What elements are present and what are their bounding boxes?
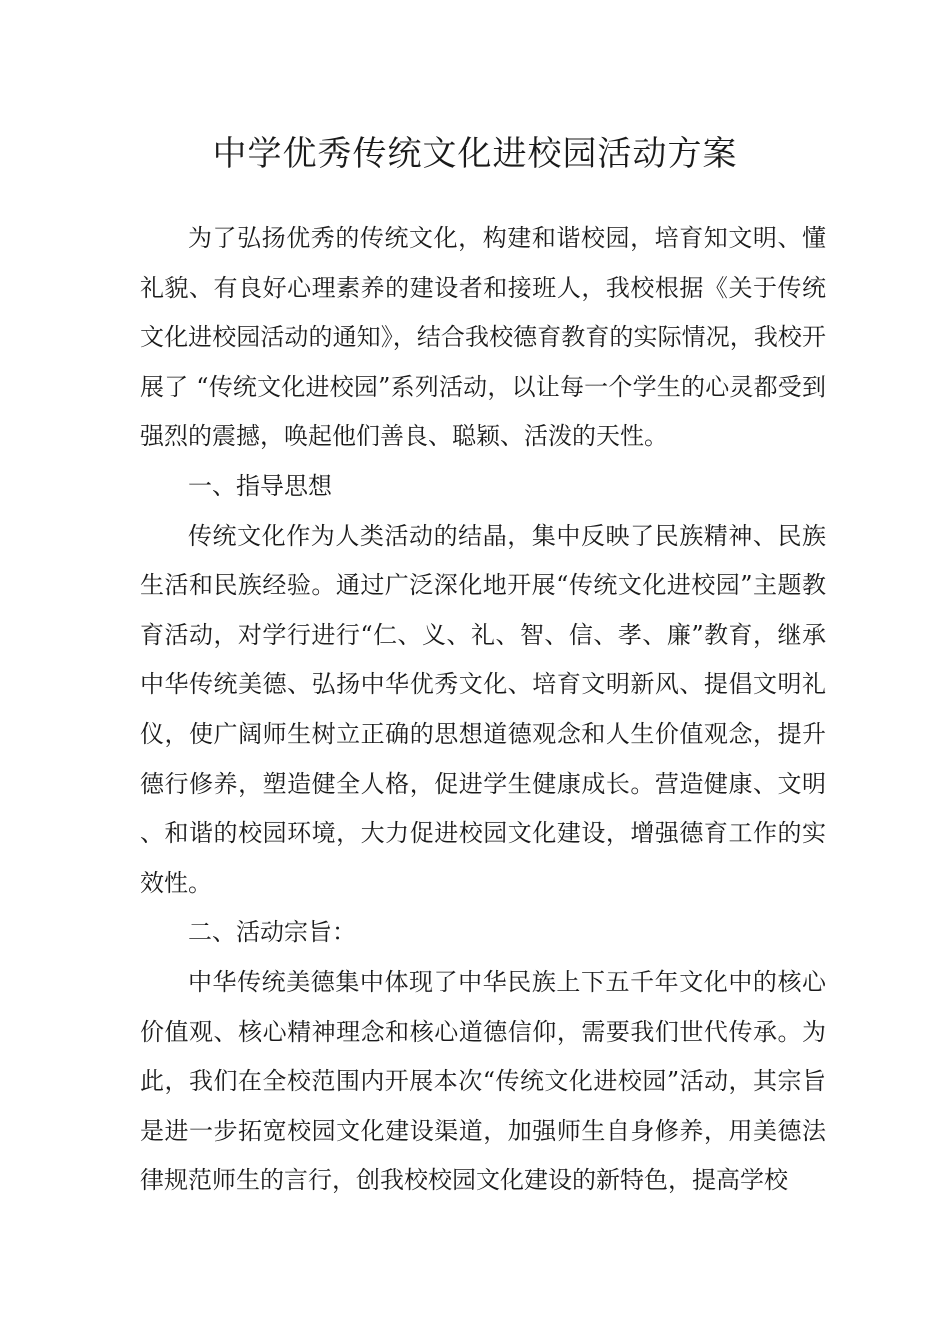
document-title: 中学优秀传统文化进校园活动方案 bbox=[212, 134, 738, 174]
activity-purpose-paragraph: 中华传统美德集中体现了中华民族上下五千年文化中的核心价值观、核心精神理念和核心道德信仰，需要我们世代传承。为此，我们在全校范围内开展本次“传统文化进校园”活动，其宗旨是进一步拓宽校园文化建设渠道，加强师生自身修养，用美德法律规范师生的言行，创我校校园文化建设的新特色，提高学校 bbox=[140, 967, 826, 1195]
document-body bbox=[140, 214, 826, 1206]
section-heading-activity-purpose: 二、活动宗旨： bbox=[188, 918, 356, 947]
section-heading-guiding-ideology: 一、指导思想 bbox=[188, 471, 332, 500]
intro-paragraph: 为了弘扬优秀的传统文化，构建和谐校园，培育知文明、懂礼貌、有良好心理素养的建设者和接班人，我校根据《关于传统文化进校园活动的通知》，结合我校德育教育的实际情况，我校开展了 “传统文化进校园”系列活动，以让每一个学生的心灵都受到强烈的震撼，唤起他们善良、聪颖、活泼的天性。 bbox=[140, 224, 826, 451]
guiding-ideology-paragraph: 传统文化作为人类活动的结晶，集中反映了民族精神、民族生活和民族经验。通过广泛深化地开展“传统文化进校园”主题教育活动，对学行进行“仁、义、礼、智、信、孝、廉”教育，继承中华传统美德、弘扬中华优秀文化、培育文明新风、提倡文明礼仪，使广阔师生树立正确的思想道德观念和人生价值观念，提升德行修养，塑造健全人格，促进学生健康成长。营造健康、文明、和谐的校园环境，大力促进校园文化建设，增强德育工作的实效性。 bbox=[140, 521, 826, 897]
